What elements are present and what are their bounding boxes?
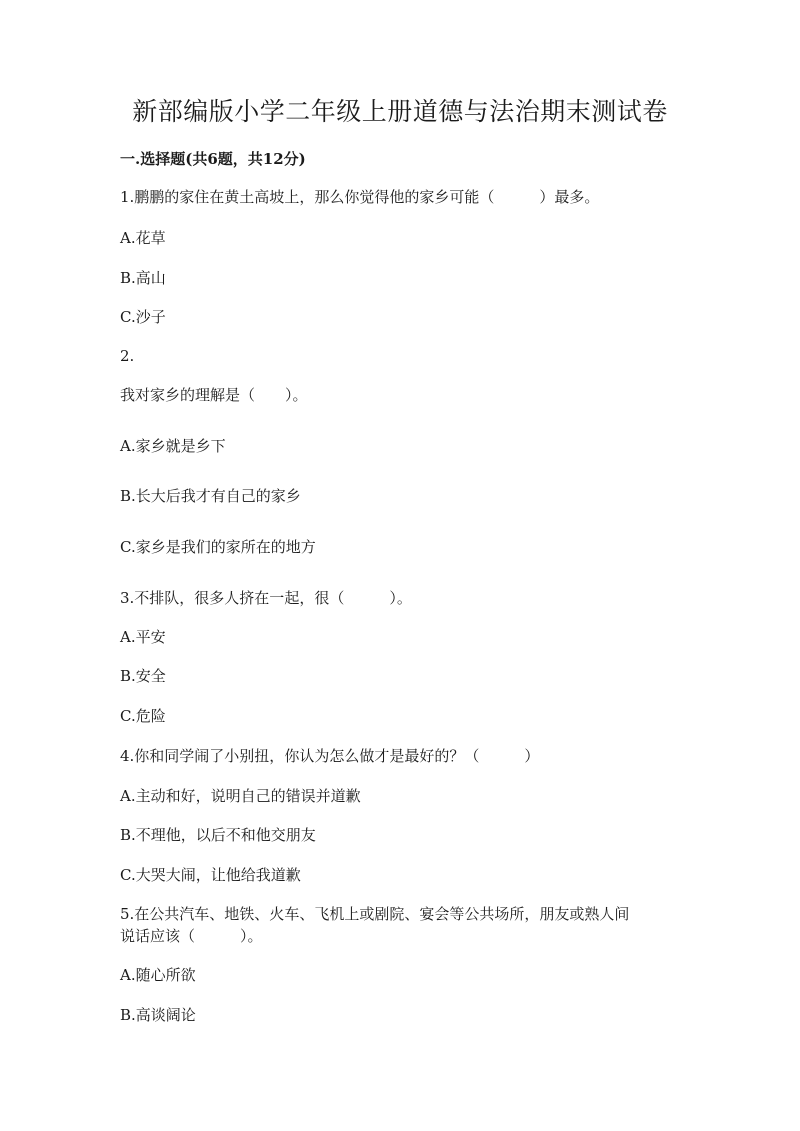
question-2-option-b: B.长大后我才有自己的家乡 bbox=[120, 487, 301, 505]
question-4-stem: 4.你和同学闹了小别扭，你认为怎么做才是最好的？（ ） bbox=[120, 747, 540, 765]
question-2-option-a: A.家乡就是乡下 bbox=[120, 437, 226, 455]
question-5-option-b: B.高谈阔论 bbox=[120, 1006, 196, 1024]
page-title: 新部编版小学二年级上册道德与法治期末测试卷 bbox=[132, 97, 668, 126]
question-2-stem: 我对家乡的理解是（ ）。 bbox=[120, 386, 308, 404]
question-3-stem: 3.不排队，很多人挤在一起，很（ ）。 bbox=[120, 589, 412, 607]
question-4-option-b: B.不理他，以后不和他交朋友 bbox=[120, 826, 316, 844]
question-1-option-a: A.花草 bbox=[120, 229, 166, 247]
question-5-stem-line-1: 5.在公共汽车、地铁、火车、飞机上或剧院、宴会等公共场所，朋友或熟人间 bbox=[120, 905, 630, 923]
question-4-option-c: C.大哭大闹，让他给我道歉 bbox=[120, 866, 301, 884]
question-4-option-a: A.主动和好，说明自己的错误并道歉 bbox=[120, 787, 361, 805]
question-5-stem-line-2: 说话应该（ ）。 bbox=[120, 927, 263, 945]
question-5-option-a: A.随心所欲 bbox=[120, 966, 196, 984]
question-1-option-b: B.高山 bbox=[120, 269, 166, 287]
section-heading: 一.选择题(共6题，共12分) bbox=[120, 150, 306, 168]
question-1-option-c: C.沙子 bbox=[120, 308, 166, 326]
question-3-option-b: B.安全 bbox=[120, 667, 166, 685]
question-3-option-a: A.平安 bbox=[120, 628, 166, 646]
question-3-option-c: C.危险 bbox=[120, 707, 166, 725]
question-2-number: 2. bbox=[120, 347, 135, 365]
question-1-stem: 1.鹏鹏的家住在黄土高坡上，那么你觉得他的家乡可能（ ）最多。 bbox=[120, 188, 600, 206]
question-2-option-c: C.家乡是我们的家所在的地方 bbox=[120, 538, 316, 556]
